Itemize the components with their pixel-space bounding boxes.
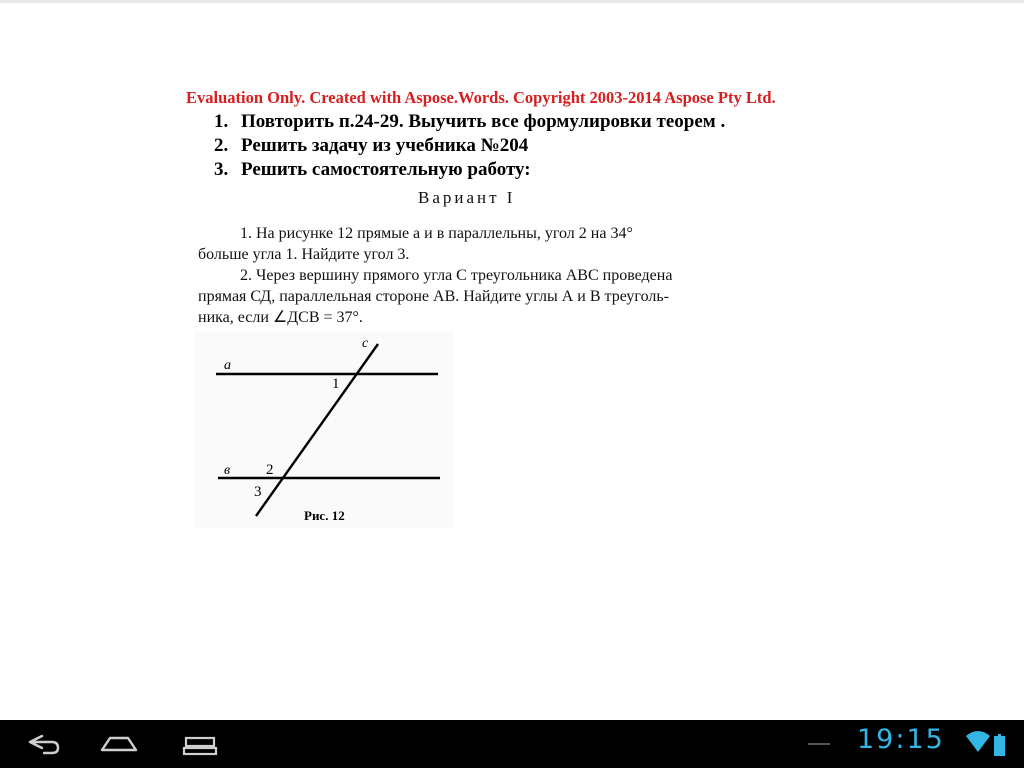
recents-button[interactable] [160,720,240,768]
problem-2-line-1: 2. Через вершину прямого угла С треугольника АВС проведена [240,267,673,284]
figure-background [194,332,454,528]
variant-title: Вариант I [418,188,516,207]
task-item [214,110,725,134]
figure-caption: Рис. 12 [304,508,345,523]
problem-2-line-3: ника, если ∠ДСВ = 37°. [198,309,363,326]
back-icon [0,720,80,768]
problem-1-line-2: больше угла 1. Найдите угол 3. [198,246,410,263]
task-list [214,110,725,182]
evaluation-watermark: Evaluation Only. Created with Aspose.Words. Copyright 2003-2014 Aspose Pty Ltd. [186,88,776,107]
angle-3-label: 3 [254,484,262,500]
label-b: в [224,463,231,478]
label-a: а [224,358,231,373]
task-number: 3. [214,159,229,180]
home-button[interactable] [80,720,160,768]
task-item [214,158,725,182]
task-text: Решить задачу из учебника №204 [241,135,529,156]
recents-icon [160,720,240,768]
label-c: с [362,336,369,351]
task-number: 2. [214,135,229,156]
home-icon [80,720,160,768]
problem-1 [198,223,754,265]
task-number: 1. [214,111,229,132]
back-button[interactable] [0,720,80,768]
task-text: Решить самостоятельную работу: [241,159,531,180]
status-clock: 19:15 [857,724,945,755]
figure-12 [194,332,454,528]
wifi-icon [966,731,990,752]
problem-2 [198,265,754,328]
top-strip [0,0,1024,3]
battery-icon [994,734,1005,756]
angle-2-label: 2 [266,462,274,478]
task-item [214,134,725,158]
task-text: Повторить п.24-29. Выучить все формулировки теорем . [241,111,726,132]
angle-1-label: 1 [332,376,340,392]
problem-2-line-2: прямая СД, параллельная стороне АВ. Найдите углы А и В треуголь- [198,288,669,305]
notification-indicator [808,743,830,745]
problem-1-line-1: 1. На рисунке 12 прямые а и в параллельны, угол 2 на 34° [240,225,633,242]
